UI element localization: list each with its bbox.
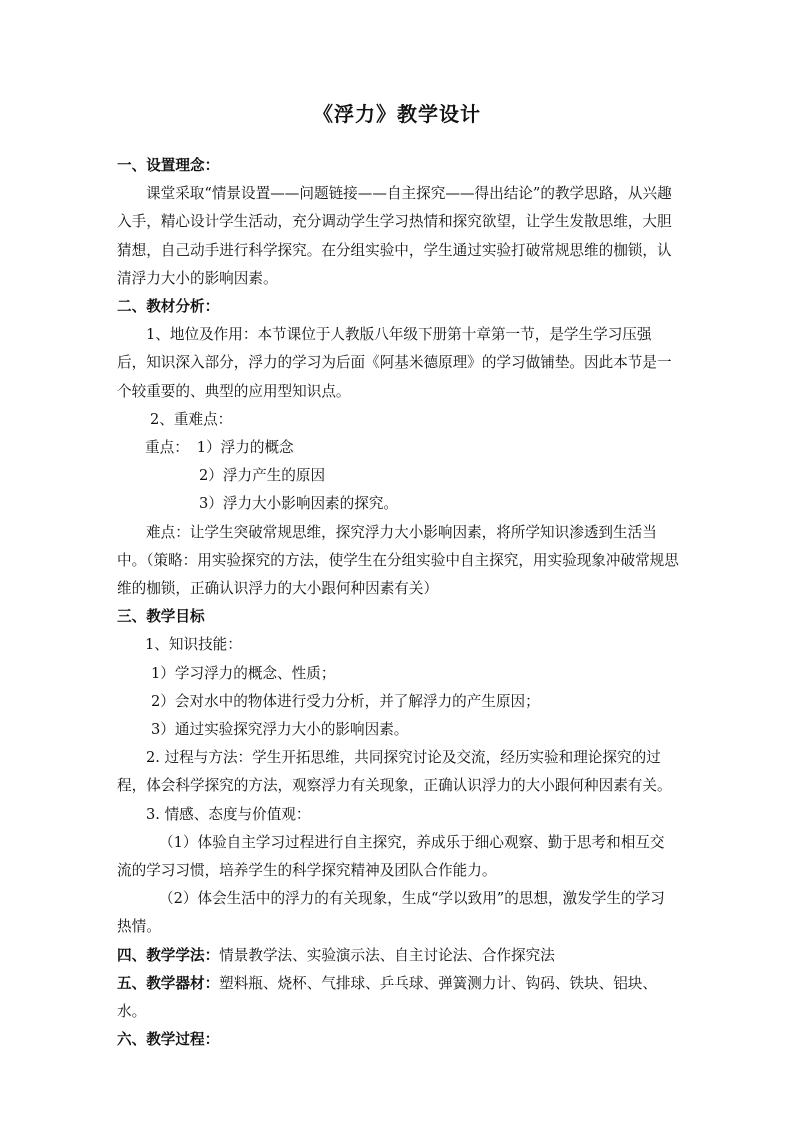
methods-text: 情景教学法、实验演示法、自主讨论法、合作探究法 [219, 946, 555, 964]
section-heading-material: 二、教材分析： [117, 298, 220, 316]
goal-knowledge-3: 3）通过实验探究浮力大小的影响因素。 [151, 721, 409, 739]
equipment-text: 塑料瓶、烧杯、气排球、乒乓球、弹簧测力计、钩码、铁块、铝块、水。 [117, 974, 657, 1021]
key-point-1: 1）浮力的概念 [196, 439, 294, 457]
goal-process: 2. 过程与方法：学生开拓思维，共同探究讨论及交流，经历实验和理论探究的过程，体会科学探究的方法，观察浮力有关现象，正确认识浮力的大小跟何种因素有关。 [117, 749, 672, 795]
paragraph-position: 1、地位及作用：本节课位于人教版八年级下册第十章第一节，是学生学习压强后，知识深入部分，浮力的学习为后面《阿基米德原理》的学习做铺垫。因此本节是一个较重要的、典型的应用型知识点。 [117, 326, 672, 400]
goal-emotion-1: （1）体验自主学习过程进行自主探究，养成乐于细心观察、勤于思考和相互交流的学习习惯，培养学生的科学探究精神及团队合作能力。 [117, 833, 665, 880]
key-points-line [117, 434, 679, 462]
section-heading-equipment: 五、教学器材： [117, 974, 220, 992]
paragraph-concept: 课堂采取“情景设置——问题链接——自主探究——得出结论”的教学思路，从兴趣入手，精心设计学生活动，充分调动学生学习热情和探究欲望，让学生发散思维，大胆猜想，自己动手进行科学探究。在分组实验中，学生通过实验打破常规思维的枷锁，认清浮力大小的影响因素。 [117, 185, 672, 287]
key-label: 重点： [145, 439, 189, 457]
section-heading-process: 六、教学过程： [117, 1031, 220, 1049]
section-heading-concept: 一、设置理念： [117, 157, 220, 174]
document-body [117, 152, 679, 1055]
page-title: 《浮力》教学设计 [313, 102, 481, 126]
section-heading-goals: 三、教学目标 [117, 608, 205, 626]
section-equipment [117, 970, 679, 1026]
goal-knowledge-2: 2）会对水中的物体进行受力分析，并了解浮力的产生原因； [151, 692, 540, 710]
paragraph-difficulty: 难点：让学生突破常规思维，探究浮力大小影响因素，将所学知识渗透到生活当中。（策略：用实验探究的方法，使学生在分组实验中自主探究，用实验现象冲破常规思维的枷锁，正确认识浮力的大小跟何种因素有关） [117, 523, 679, 598]
goal-knowledge: 1、知识技能： [145, 636, 242, 654]
paragraph-key-difficult: 2、重难点： [150, 410, 233, 428]
goal-emotion-2: （2）体会生活中的浮力的有关现象，生成“学以致用”的思想，激发学生的学习热情。 [117, 890, 665, 936]
section-methods [117, 942, 679, 970]
key-point-2: 2）浮力产生的原因 [199, 467, 326, 485]
key-point-3: 3）浮力大小影响因素的探究。 [199, 495, 399, 513]
goal-knowledge-1: 1）学习浮力的概念、性质； [151, 664, 336, 682]
goal-emotion: 3. 情感、态度与价值观： [146, 805, 311, 823]
section-heading-methods: 四、教学学法： [117, 946, 220, 964]
